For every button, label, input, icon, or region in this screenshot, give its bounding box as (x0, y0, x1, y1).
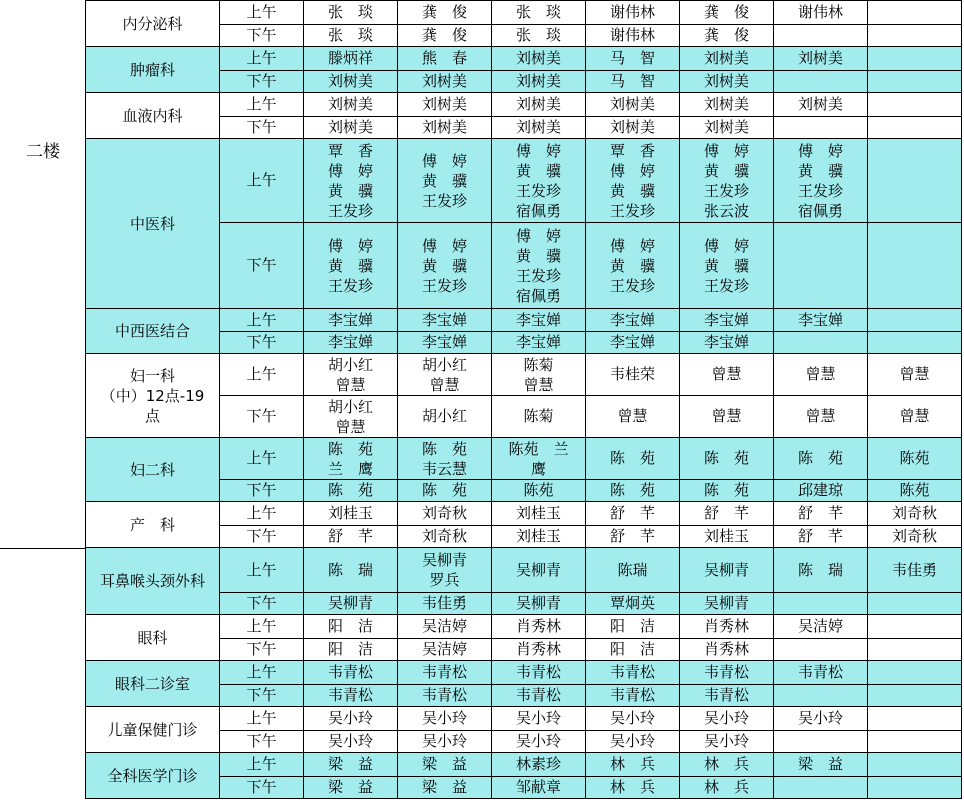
doctor-cell: 陈 瑞 (304, 548, 398, 593)
doctor-cell: 张 琰 (492, 25, 586, 47)
doctor-name-line: 黄 骥 (609, 181, 655, 200)
doctor-cell: 李宝婵 (586, 332, 680, 354)
doctor-name-line: 曾慧 (335, 417, 366, 436)
doctor-cell: 胡小红 (398, 396, 492, 438)
roster-row (86, 438, 962, 480)
department-name: 内分泌科 (86, 1, 220, 47)
period-cell: 下午 (220, 731, 304, 753)
doctor-cell (774, 223, 868, 309)
doctor-cell (774, 25, 868, 47)
roster-row (86, 139, 962, 223)
doctor-name-line: 覃 香 (327, 141, 373, 160)
roster-row (86, 1, 962, 25)
doctor-cell (398, 354, 492, 396)
doctor-cell (492, 438, 586, 480)
department-name: 全科医学门诊 (86, 753, 220, 799)
doctor-cell (398, 438, 492, 480)
doctor-cell (492, 139, 586, 223)
doctor-cell: 刘树美 (774, 47, 868, 71)
doctor-cell: 曾慧 (680, 354, 774, 396)
department-name: 眼科二诊室 (86, 661, 220, 707)
roster-row (86, 753, 962, 777)
period-cell: 下午 (220, 71, 304, 93)
doctor-name-line: 傅 婷 (703, 141, 749, 160)
doctor-cell: 舒 芊 (586, 526, 680, 548)
doctor-name-line: 王发珍 (609, 201, 655, 220)
doctor-cell (304, 139, 398, 223)
period-cell: 下午 (220, 117, 304, 139)
doctor-name-line: 曾慧 (335, 375, 366, 394)
doctor-name-line: 吴柳青 (421, 551, 467, 569)
doctor-cell (304, 223, 398, 309)
doctor-name-line: 傅 婷 (327, 236, 373, 255)
period-cell: 下午 (220, 639, 304, 661)
doctor-cell: 曾慧 (868, 354, 962, 396)
doctor-cell (868, 309, 962, 332)
doctor-cell (680, 139, 774, 223)
doctor-cell: 李宝婵 (492, 332, 586, 354)
doctor-cell: 梁 益 (304, 753, 398, 777)
doctor-name-line: 王发珍 (797, 181, 843, 200)
doctor-name-line: 鹰 (530, 459, 546, 478)
doctor-cell (398, 548, 492, 593)
roster-table (85, 0, 962, 799)
doctor-name-line: 傅 婷 (421, 236, 467, 255)
doctor-cell: 吴小玲 (492, 707, 586, 731)
doctor-cell (304, 354, 398, 396)
doctor-cell: 陈瑞 (586, 548, 680, 593)
doctor-cell (774, 639, 868, 661)
doctor-cell: 谢伟林 (586, 1, 680, 25)
doctor-cell: 刘桂玉 (304, 502, 398, 526)
doctor-cell: 韦青松 (492, 661, 586, 685)
doctor-cell: 李宝婵 (304, 332, 398, 354)
doctor-cell: 曾慧 (774, 354, 868, 396)
doctor-cell: 吴小玲 (398, 731, 492, 753)
doctor-cell (304, 438, 398, 480)
doctor-cell: 吴柳青 (304, 593, 398, 615)
doctor-cell: 韦青松 (304, 685, 398, 707)
doctor-cell: 刘桂玉 (492, 526, 586, 548)
doctor-name-line: 陈苑 兰 (508, 439, 569, 458)
roster-row (86, 354, 962, 396)
doctor-cell: 陈菊 (492, 396, 586, 438)
doctor-cell: 刘树美 (492, 47, 586, 71)
doctor-name-line: 黄 骥 (515, 161, 561, 180)
department-name: 产 科 (86, 502, 220, 548)
doctor-cell: 吴小玲 (774, 707, 868, 731)
doctor-cell: 李宝婵 (680, 309, 774, 332)
doctor-cell (868, 71, 962, 93)
doctor-cell: 刘树美 (304, 117, 398, 139)
doctor-cell: 陈 苑 (586, 480, 680, 502)
doctor-cell (492, 223, 586, 309)
doctor-cell: 李宝婵 (774, 309, 868, 332)
doctor-cell: 舒 芊 (680, 502, 774, 526)
period-cell: 下午 (220, 223, 304, 309)
doctor-cell: 韦青松 (586, 661, 680, 685)
doctor-cell: 陈 苑 (398, 480, 492, 502)
doctor-cell: 阳 洁 (586, 639, 680, 661)
doctor-cell: 吴柳青 (492, 593, 586, 615)
doctor-cell (774, 685, 868, 707)
doctor-cell: 阳 洁 (586, 615, 680, 639)
doctor-cell (774, 139, 868, 223)
period-cell: 下午 (220, 593, 304, 615)
doctor-cell: 熊 春 (398, 47, 492, 71)
doctor-name-line: 宿佩勇 (797, 201, 843, 220)
doctor-cell: 曾慧 (680, 396, 774, 438)
doctor-cell (492, 354, 586, 396)
period-cell: 上午 (220, 438, 304, 480)
doctor-name-line: 傅 婷 (515, 141, 561, 160)
doctor-cell: 谢伟林 (586, 25, 680, 47)
doctor-cell: 韦青松 (304, 661, 398, 685)
doctor-cell: 韦青松 (774, 661, 868, 685)
doctor-name-line: 点 (144, 406, 160, 425)
doctor-name-line: 傅 婷 (421, 151, 467, 170)
doctor-name-line: 王发珍 (421, 191, 467, 210)
roster-row (86, 93, 962, 117)
period-cell: 下午 (220, 25, 304, 47)
doctor-cell: 肖秀林 (492, 639, 586, 661)
doctor-cell: 舒 芊 (774, 502, 868, 526)
doctor-name-line: 傅 婷 (609, 236, 655, 255)
doctor-cell: 韦青松 (398, 685, 492, 707)
doctor-name-line: 傅 婷 (515, 226, 561, 245)
doctor-cell: 梁 益 (304, 777, 398, 799)
doctor-cell: 韦青松 (492, 685, 586, 707)
period-cell: 上午 (220, 615, 304, 639)
doctor-cell: 陈 苑 (774, 438, 868, 480)
roster-row (86, 47, 962, 71)
period-cell: 上午 (220, 502, 304, 526)
doctor-cell: 陈 苑 (680, 438, 774, 480)
period-cell: 下午 (220, 480, 304, 502)
doctor-name-line: 黄 骥 (327, 181, 373, 200)
doctor-cell: 刘桂玉 (492, 502, 586, 526)
doctor-cell: 吴洁婷 (398, 615, 492, 639)
doctor-name-line: 黄 骥 (421, 171, 467, 190)
doctor-cell: 陈 瑞 (774, 548, 868, 593)
doctor-cell: 李宝婵 (304, 309, 398, 332)
doctor-cell: 阳 洁 (304, 639, 398, 661)
doctor-cell: 刘树美 (304, 71, 398, 93)
doctor-name-line: 傅 婷 (797, 141, 843, 160)
doctor-cell (398, 139, 492, 223)
doctor-cell (868, 47, 962, 71)
doctor-cell (868, 93, 962, 117)
department-name: 妇二科 (86, 438, 220, 502)
doctor-name-line: 韦云慧 (421, 459, 467, 478)
period-cell: 下午 (220, 332, 304, 354)
doctor-cell (774, 332, 868, 354)
doctor-name-line: 张云波 (703, 201, 749, 220)
doctor-cell (868, 117, 962, 139)
doctor-name-line: 王发珍 (421, 276, 467, 295)
doctor-name-line: 宿佩勇 (515, 286, 561, 305)
doctor-cell: 刘奇秋 (398, 502, 492, 526)
doctor-cell: 张 琰 (304, 1, 398, 25)
doctor-cell: 韦青松 (586, 685, 680, 707)
period-cell: 下午 (220, 526, 304, 548)
doctor-cell: 韦青松 (398, 661, 492, 685)
period-cell: 下午 (220, 685, 304, 707)
period-cell: 上午 (220, 139, 304, 223)
doctor-cell: 韦桂荣 (586, 354, 680, 396)
doctor-cell (586, 139, 680, 223)
roster-row (86, 309, 962, 332)
doctor-cell: 刘树美 (304, 93, 398, 117)
doctor-cell: 吴柳青 (680, 548, 774, 593)
doctor-cell: 吴小玲 (492, 731, 586, 753)
doctor-cell (868, 25, 962, 47)
doctor-cell: 肖秀林 (680, 615, 774, 639)
doctor-cell (774, 71, 868, 93)
doctor-cell: 谢伟林 (774, 1, 868, 25)
doctor-cell: 李宝婵 (398, 332, 492, 354)
doctor-cell (398, 223, 492, 309)
doctor-cell: 吴小玲 (398, 707, 492, 731)
doctor-cell: 梁 益 (398, 753, 492, 777)
doctor-name-line: 妇一科 (129, 366, 175, 385)
doctor-cell: 韦青松 (680, 661, 774, 685)
doctor-name-line: 胡小红 (327, 397, 373, 416)
doctor-cell: 李宝婵 (398, 309, 492, 332)
doctor-cell: 刘树美 (586, 117, 680, 139)
doctor-cell (868, 731, 962, 753)
doctor-name-line: 王发珍 (515, 181, 561, 200)
floor-label: 二楼 (26, 142, 60, 162)
department-name (86, 354, 220, 438)
doctor-name-line: 王发珍 (327, 276, 373, 295)
doctor-cell: 刘树美 (492, 117, 586, 139)
doctor-cell (868, 615, 962, 639)
doctor-cell: 肖秀林 (492, 615, 586, 639)
department-name: 肿瘤科 (86, 47, 220, 93)
roster-row (86, 661, 962, 685)
doctor-cell: 陈苑 (492, 480, 586, 502)
doctor-cell: 刘树美 (680, 117, 774, 139)
roster-row (86, 548, 962, 593)
doctor-cell: 李宝婵 (586, 309, 680, 332)
doctor-name-line: 黄 骥 (703, 161, 749, 180)
doctor-cell: 刘桂玉 (680, 526, 774, 548)
doctor-cell: 陈 苑 (586, 438, 680, 480)
doctor-cell (868, 1, 962, 25)
period-cell: 下午 (220, 396, 304, 438)
doctor-cell: 刘树美 (398, 117, 492, 139)
doctor-cell: 陈 苑 (304, 480, 398, 502)
doctor-name-line: 陈菊 (523, 355, 554, 374)
doctor-name-line: 黄 骥 (421, 256, 467, 275)
doctor-cell (868, 639, 962, 661)
doctor-cell: 刘树美 (680, 47, 774, 71)
doctor-cell: 林 兵 (680, 777, 774, 799)
doctor-cell: 陈苑 (868, 480, 962, 502)
doctor-cell: 滕炳祥 (304, 47, 398, 71)
doctor-cell (586, 223, 680, 309)
doctor-cell: 吴小玲 (680, 707, 774, 731)
doctor-cell: 刘树美 (398, 71, 492, 93)
department-name: 耳鼻喉头颈外科 (86, 548, 220, 615)
doctor-cell: 吴柳青 (492, 548, 586, 593)
department-name: 中医科 (86, 139, 220, 309)
doctor-cell: 刘奇秋 (398, 526, 492, 548)
floor-divider (0, 548, 85, 549)
doctor-name-line: （中）12点-19 (100, 386, 205, 405)
roster-row (86, 707, 962, 731)
period-cell: 上午 (220, 753, 304, 777)
doctor-cell: 梁 益 (774, 753, 868, 777)
period-cell: 下午 (220, 777, 304, 799)
doctor-cell: 林 兵 (586, 753, 680, 777)
doctor-cell: 曾慧 (868, 396, 962, 438)
period-cell: 上午 (220, 548, 304, 593)
doctor-cell: 刘奇秋 (868, 526, 962, 548)
doctor-cell: 曾慧 (586, 396, 680, 438)
doctor-cell: 韦佳勇 (398, 593, 492, 615)
doctor-name-line: 陈 苑 (327, 439, 373, 458)
doctor-name-line: 罗兵 (429, 571, 460, 589)
doctor-cell: 邹献章 (492, 777, 586, 799)
doctor-cell (868, 707, 962, 731)
doctor-name-line: 王发珍 (703, 276, 749, 295)
doctor-cell: 舒 芊 (304, 526, 398, 548)
doctor-cell: 龚 俊 (398, 1, 492, 25)
doctor-cell (680, 223, 774, 309)
doctor-cell (868, 593, 962, 615)
doctor-cell (774, 593, 868, 615)
doctor-name-line: 宿佩勇 (515, 201, 561, 220)
doctor-cell: 邱建琼 (774, 480, 868, 502)
doctor-cell: 吴柳青 (680, 593, 774, 615)
period-cell: 上午 (220, 661, 304, 685)
doctor-cell: 吴小玲 (304, 731, 398, 753)
department-name: 血液内科 (86, 93, 220, 139)
doctor-cell: 吴小玲 (304, 707, 398, 731)
doctor-cell: 吴小玲 (586, 707, 680, 731)
doctor-cell: 李宝婵 (680, 332, 774, 354)
doctor-cell: 刘树美 (398, 93, 492, 117)
department-name: 儿童保健门诊 (86, 707, 220, 753)
doctor-cell (868, 661, 962, 685)
roster-row (86, 502, 962, 526)
doctor-cell (774, 731, 868, 753)
doctor-cell: 吴洁婷 (774, 615, 868, 639)
doctor-name-line: 兰 鹰 (327, 459, 373, 478)
period-cell: 上午 (220, 47, 304, 71)
doctor-name-line: 王发珍 (327, 201, 373, 220)
doctor-name-line: 曾慧 (429, 375, 460, 394)
doctor-cell: 刘树美 (680, 71, 774, 93)
doctor-cell: 韦佳勇 (868, 548, 962, 593)
doctor-name-line: 胡小红 (327, 355, 373, 374)
doctor-cell: 肖秀林 (680, 639, 774, 661)
roster-row (86, 615, 962, 639)
doctor-cell: 林 兵 (680, 753, 774, 777)
doctor-cell: 龚 俊 (680, 1, 774, 25)
doctor-cell (868, 332, 962, 354)
doctor-name-line: 黄 骥 (609, 256, 655, 275)
doctor-cell: 陈苑 (868, 438, 962, 480)
doctor-cell: 刘树美 (492, 71, 586, 93)
period-cell: 上午 (220, 707, 304, 731)
doctor-cell: 刘树美 (492, 93, 586, 117)
doctor-name-line: 傅 婷 (703, 236, 749, 255)
doctor-name-line: 曾慧 (523, 375, 554, 394)
doctor-cell: 韦青松 (680, 685, 774, 707)
period-cell: 上午 (220, 1, 304, 25)
doctor-cell (774, 117, 868, 139)
doctor-cell: 吴小玲 (680, 731, 774, 753)
doctor-name-line: 胡小红 (421, 355, 467, 374)
doctor-cell (304, 396, 398, 438)
doctor-name-line: 覃 香 (609, 141, 655, 160)
doctor-cell: 张 琰 (304, 25, 398, 47)
doctor-cell: 阳 洁 (304, 615, 398, 639)
department-name: 眼科 (86, 615, 220, 661)
doctor-cell (868, 777, 962, 799)
doctor-cell: 吴小玲 (586, 731, 680, 753)
doctor-cell: 马 智 (586, 47, 680, 71)
doctor-cell (868, 753, 962, 777)
doctor-cell: 刘奇秋 (868, 502, 962, 526)
doctor-cell: 龚 俊 (398, 25, 492, 47)
period-cell: 上午 (220, 93, 304, 117)
doctor-name-line: 黄 骥 (327, 256, 373, 275)
doctor-cell (868, 223, 962, 309)
doctor-cell: 林素珍 (492, 753, 586, 777)
doctor-name-line: 王发珍 (515, 266, 561, 285)
doctor-cell: 陈 苑 (680, 480, 774, 502)
doctor-name-line: 王发珍 (703, 181, 749, 200)
doctor-cell: 龚 俊 (680, 25, 774, 47)
doctor-cell: 吴洁婷 (398, 639, 492, 661)
doctor-name-line: 王发珍 (609, 276, 655, 295)
doctor-cell: 刘树美 (774, 93, 868, 117)
doctor-name-line: 陈 苑 (421, 439, 467, 458)
doctor-cell: 曾慧 (774, 396, 868, 438)
doctor-name-line: 黄 骥 (515, 246, 561, 265)
period-cell: 上午 (220, 354, 304, 396)
doctor-cell: 刘树美 (680, 93, 774, 117)
doctor-cell: 张 琰 (492, 1, 586, 25)
doctor-cell: 梁 益 (398, 777, 492, 799)
doctor-name-line: 傅 婷 (609, 161, 655, 180)
doctor-name-line: 黄 骥 (703, 256, 749, 275)
doctor-cell: 覃炯英 (586, 593, 680, 615)
doctor-cell: 马 智 (586, 71, 680, 93)
doctor-name-line: 黄 骥 (797, 161, 843, 180)
department-name: 中西医结合 (86, 309, 220, 354)
doctor-name-line: 傅 婷 (327, 161, 373, 180)
doctor-cell: 舒 芊 (586, 502, 680, 526)
doctor-cell (774, 777, 868, 799)
doctor-cell (868, 685, 962, 707)
doctor-cell (868, 139, 962, 223)
doctor-cell: 舒 芊 (774, 526, 868, 548)
period-cell: 上午 (220, 309, 304, 332)
doctor-cell: 刘树美 (586, 93, 680, 117)
doctor-cell: 林 兵 (586, 777, 680, 799)
doctor-cell: 李宝婵 (492, 309, 586, 332)
